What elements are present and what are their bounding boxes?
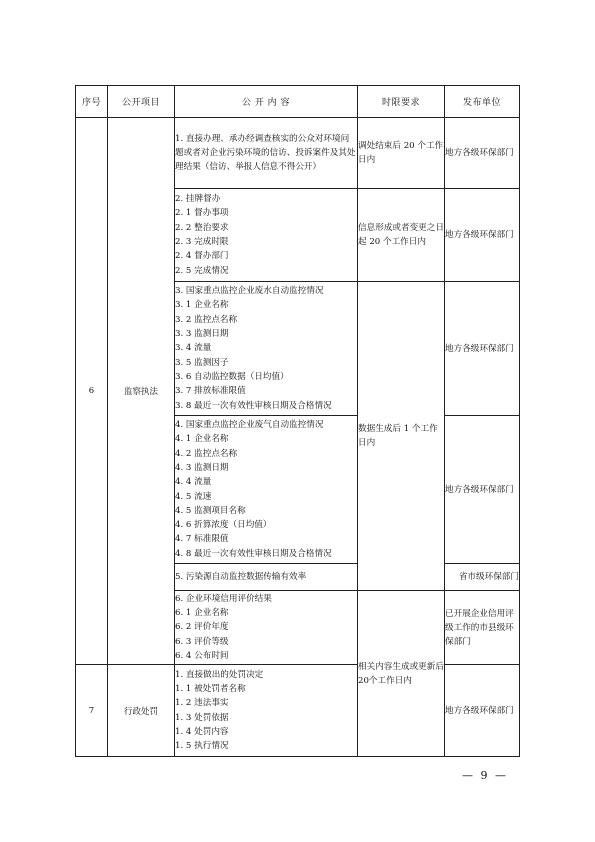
content-line: 4. 7 标准限值 bbox=[175, 534, 229, 545]
content-line: 2. 1 督办事项 bbox=[175, 208, 229, 219]
content-line: 1. 直接办理、承办经调查核实的公众对环境问题或者对企业污染环境的信访、投诉案件及其处理结果（信访、举报人信息不得公开） bbox=[175, 133, 356, 173]
content-line: 4. 2 监控点名称 bbox=[175, 448, 238, 459]
content-line: 4. 3 监测日期 bbox=[175, 462, 229, 473]
serial-cell: 7 bbox=[76, 665, 108, 757]
table-header-row bbox=[76, 86, 520, 118]
content-line: 1. 3 处罚依据 bbox=[175, 712, 229, 723]
content-cell bbox=[175, 416, 358, 564]
content-line: 2. 3 完成时限 bbox=[175, 237, 229, 247]
content-cell bbox=[175, 564, 358, 591]
content-line: 1. 直接做出的处罚决定 bbox=[175, 669, 264, 680]
content-cell bbox=[175, 189, 358, 282]
content-line: 3. 3 监测日期 bbox=[175, 329, 229, 340]
content-line: 6. 2 评价年度 bbox=[175, 622, 229, 633]
header-serial: 序号 bbox=[76, 86, 108, 118]
time-cell: 调处结束后 20 个工作日内 bbox=[358, 118, 445, 189]
unit-cell: 地方各级环保部门 bbox=[445, 189, 520, 282]
header-unit: 发布单位 bbox=[445, 86, 520, 118]
table-row bbox=[76, 665, 520, 757]
content-line: 6. 1 企业名称 bbox=[175, 608, 229, 619]
table-row bbox=[76, 118, 520, 189]
content-line: 2. 2 整治要求 bbox=[175, 222, 229, 233]
content-line: 3. 6 自动监控数据（日均值） bbox=[175, 371, 289, 382]
unit-cell: 地方各级环保部门 bbox=[445, 282, 520, 416]
time-cell: 信息形成或者变更之日起 20 个工作日内 bbox=[358, 189, 445, 282]
page-number: — 9 — bbox=[462, 769, 508, 782]
content-line: 2. 5 完成情况 bbox=[175, 265, 229, 276]
unit-cell: 省市级环保部门 bbox=[445, 564, 520, 591]
header-item: 公开项目 bbox=[108, 86, 175, 118]
content-line: 4. 国家重点监控企业废气自动监控情况 bbox=[175, 420, 324, 431]
content-line: 4. 4 流量 bbox=[175, 477, 212, 488]
content-line: 6. 4 公布时间 bbox=[175, 650, 229, 661]
serial-cell: 6 bbox=[76, 118, 108, 665]
content-line: 6. 3 评价等级 bbox=[175, 636, 229, 647]
content-line: 2. 挂牌督办 bbox=[175, 194, 221, 205]
disclosure-table bbox=[75, 85, 520, 757]
content-line: 3. 4 流量 bbox=[175, 343, 212, 354]
content-cell bbox=[175, 591, 358, 665]
item-cell: 行政处罚 bbox=[108, 665, 175, 757]
content-cell bbox=[175, 282, 358, 416]
content-line: 4. 5 监测项目名称 bbox=[175, 505, 246, 516]
content-line: 3. 国家重点监控企业废水自动监控情况 bbox=[175, 286, 324, 297]
header-time: 时限要求 bbox=[358, 86, 445, 118]
unit-cell: 已开展企业信用评级工作的市县级环保部门 bbox=[445, 591, 520, 665]
time-cell: 数据生成后 1 个工作日内 bbox=[358, 282, 445, 591]
content-line: 1. 4 处罚内容 bbox=[175, 726, 229, 737]
content-cell bbox=[175, 118, 358, 189]
header-content: 公 开 内 容 bbox=[175, 86, 358, 118]
content-line: 4. 6 折算浓度（日均值） bbox=[175, 520, 272, 531]
content-line: 4. 1 企业名称 bbox=[175, 434, 229, 445]
content-line: 3. 2 监控点名称 bbox=[175, 314, 238, 325]
content-line: 1. 1 被处罚者名称 bbox=[175, 683, 246, 694]
content-line: 2. 4 督办部门 bbox=[175, 251, 229, 262]
content-line: 5. 污染源自动监控数据传输有效率 bbox=[175, 571, 307, 582]
unit-cell: 地方各级环保部门 bbox=[445, 665, 520, 757]
content-line: 6. 企业环境信用评价结果 bbox=[175, 593, 272, 604]
content-line: 3. 5 监测因子 bbox=[175, 357, 229, 368]
content-cell bbox=[175, 665, 358, 757]
content-line: 3. 1 企业名称 bbox=[175, 300, 229, 311]
content-line: 4. 8 最近一次有效性审核日期及合格情况 bbox=[175, 548, 332, 559]
item-cell: 监察执法 bbox=[108, 118, 175, 665]
unit-cell: 地方各级环保部门 bbox=[445, 118, 520, 189]
content-line: 3. 7 排放标准限值 bbox=[175, 386, 246, 397]
content-line: 1. 5 执行情况 bbox=[175, 741, 229, 752]
content-line: 4. 5 流速 bbox=[175, 491, 212, 502]
content-line: 1. 2 违法事实 bbox=[175, 698, 229, 709]
time-cell: 相关内容生成或更新后20个工作日内 bbox=[358, 591, 445, 757]
unit-cell: 地方各级环保部门 bbox=[445, 416, 520, 564]
content-line: 3. 8 最近一次有效性审核日期及合格情况 bbox=[175, 400, 332, 411]
